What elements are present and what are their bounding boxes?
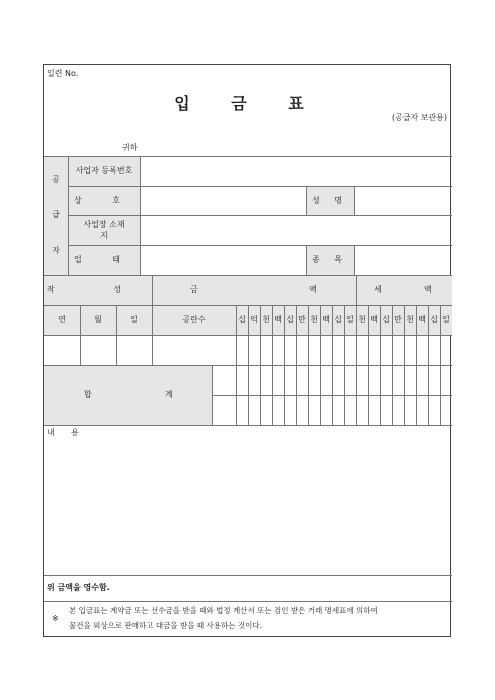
amount-entry-row[interactable]	[45, 336, 451, 364]
address-label-line2: 지	[100, 231, 108, 240]
year-label: 연	[58, 315, 66, 324]
amount-digit-9: 십	[334, 315, 342, 324]
name-label: 성 명	[312, 196, 348, 205]
amount-digit-1: 십	[238, 315, 246, 324]
recipient-suffix: 귀하	[122, 143, 138, 152]
total-label-bg	[44, 365, 212, 425]
business-type-field[interactable]	[141, 246, 305, 274]
tax-digit-2: 백	[370, 315, 378, 324]
supplier-side-char-3: 자	[52, 246, 60, 255]
month-label: 월	[94, 315, 102, 324]
total-label-right: 계	[165, 390, 173, 399]
amount-digit-2: 억	[250, 315, 258, 324]
name-field[interactable]	[355, 187, 451, 214]
amount-digit-7: 천	[310, 315, 318, 324]
reg-no-label: 사업자 등록번호	[75, 166, 133, 175]
amount-label-right: 액	[309, 285, 317, 294]
address-label-line1: 사업장 소재	[83, 220, 125, 229]
blank-count-label: 공란수	[182, 315, 206, 324]
tax-digit-1: 천	[358, 315, 366, 324]
company-label: 상 호	[74, 196, 134, 205]
tax-digit-4: 만	[394, 315, 402, 324]
amount-digit-6: 만	[298, 315, 306, 324]
amount-digit-8: 백	[322, 315, 330, 324]
tax-digit-3: 십	[382, 315, 390, 324]
tax-label-left: 세	[374, 285, 382, 294]
business-item-label: 종 목	[312, 255, 348, 264]
reg-no-field[interactable]	[141, 157, 451, 185]
tax-digit-8: 일	[442, 315, 450, 324]
tax-digit-6: 백	[418, 315, 426, 324]
date-created-label: 작 성	[47, 285, 149, 294]
business-type-label: 업 태	[74, 255, 134, 264]
day-label: 일	[130, 315, 138, 324]
serial-number-label: 일련 No.	[47, 69, 79, 78]
tax-digit-5: 천	[406, 315, 414, 324]
total-label-left: 합	[84, 390, 92, 399]
tax-label-right: 액	[424, 285, 432, 294]
note-line-1: 본 입금표는 계약금 또는 선수금을 받을 때와 법정 계산서 또는 검인 받은 거래 명세표에 의하여	[69, 606, 378, 615]
content-field[interactable]	[45, 441, 451, 573]
tax-digit-7: 십	[430, 315, 438, 324]
company-field[interactable]	[141, 187, 305, 214]
copy-label: (공급자 보관용)	[391, 113, 447, 122]
amount-digit-5: 십	[286, 315, 294, 324]
note-line-2: 물건을 외상으로 판매하고 대금을 받을 때 사용하는 것이다.	[69, 621, 262, 630]
receipt-confirmation: 위 금액을 영수함.	[47, 583, 110, 592]
amount-label-left: 금	[190, 285, 198, 294]
total-entry-cells[interactable]	[213, 366, 451, 424]
supplier-side-char-1: 공	[52, 175, 60, 184]
note-mark: ※	[52, 614, 59, 623]
supplier-side-char-2: 급	[52, 210, 60, 219]
amount-digit-3: 천	[262, 315, 270, 324]
amount-digit-10: 일	[346, 315, 354, 324]
content-label-left: 내	[47, 428, 55, 437]
address-field[interactable]	[141, 216, 451, 244]
receipt-form	[43, 64, 451, 637]
form-title: 입 금 표	[174, 94, 322, 113]
content-label-right: 용	[71, 428, 79, 437]
business-item-field[interactable]	[355, 246, 451, 274]
amount-digit-4: 백	[274, 315, 282, 324]
